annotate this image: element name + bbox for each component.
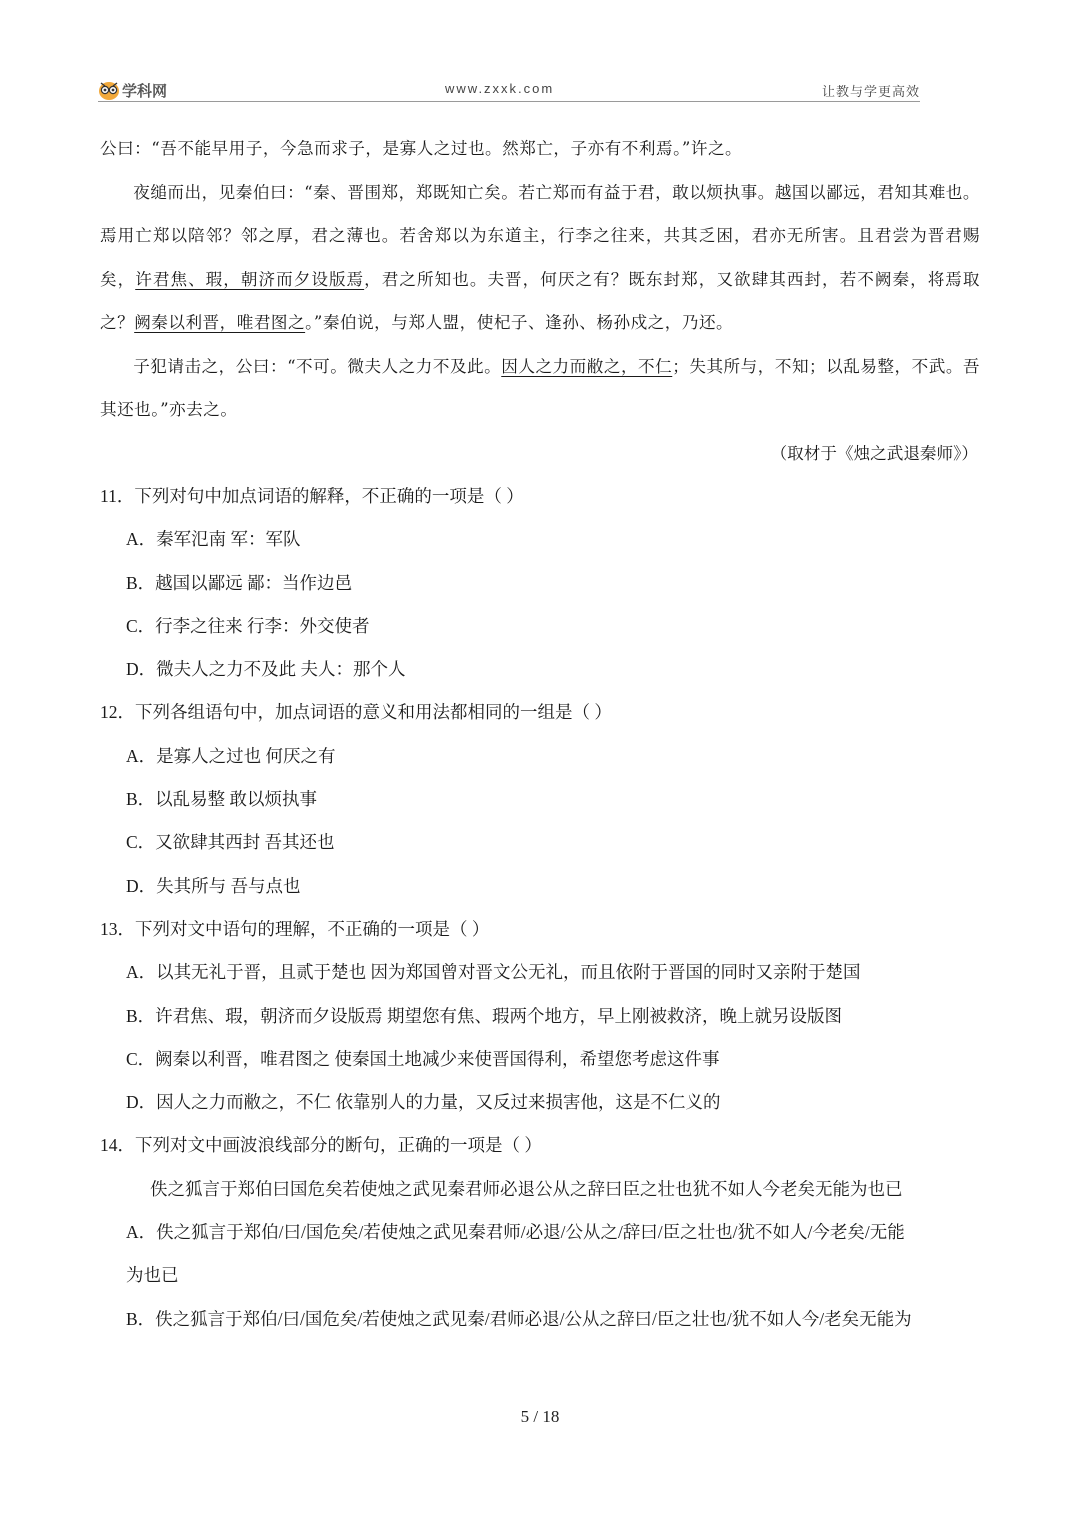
q14-option-a: A．佚之狐言于郑伯/曰/国危矣/若使烛之武见秦君师/必退/公从之/辞曰/臣之壮也/犹不如人/今老矣/无能 bbox=[126, 1222, 905, 1243]
passage-text: ；失其所与，不知；以乱易整，不武。吾其还也。”亦去之。 bbox=[100, 356, 981, 419]
q12-option-c: C．又欲肆其西封 吾其还也 bbox=[126, 832, 335, 853]
question-11-stem: 11．下列对句中加点词语的解释，不正确的一项是（ ） bbox=[100, 486, 524, 506]
question-12-stem: 12．下列各组语句中，加点词语的意义和用法都相同的一组是（ ） bbox=[100, 702, 612, 723]
q14-option-b: B．佚之狐言于郑伯/曰/国危矣/若使烛之武见秦/君师必退/公从之辞曰/臣之壮也/犹不如人今/老矣无能为 bbox=[126, 1308, 912, 1329]
slogan: 让教与学更高效 bbox=[821, 85, 920, 100]
q13-option-d: D．因人之力而敝之，不仁 依靠别人的力量，又反过来损害他，这是不仁义的 bbox=[126, 1092, 721, 1113]
page-number: 5 / 18 bbox=[520, 1407, 560, 1426]
q14-unpunctuated-text: 佚之狐言于郑伯曰国危矣若使烛之武见秦君师必退公从之辞曰臣之壮也犹不如人今老矣无能为也已 bbox=[150, 1178, 903, 1199]
owl-logo-icon bbox=[98, 79, 120, 101]
q13-option-a: A．以其无礼于晋，且贰于楚也 因为郑国曾对晋文公无礼，而且依附于晋国的同时又亲附于楚国 bbox=[126, 962, 861, 983]
passage-paragraph-2 bbox=[100, 171, 980, 345]
q12-option-d: D．失其所与 吾与点也 bbox=[126, 875, 301, 896]
header-divider bbox=[98, 101, 920, 102]
logo-text: 学科网 bbox=[122, 81, 168, 100]
question-14-stem: 14．下列对文中画波浪线部分的断句，正确的一项是（ ） bbox=[100, 1135, 542, 1156]
logo[interactable] bbox=[98, 78, 167, 102]
question-13-stem: 13．下列对文中语句的理解，不正确的一项是（ ） bbox=[100, 918, 490, 939]
q11-option-d: D．微夫人之力不及此 夫人：那个人 bbox=[126, 659, 406, 680]
q11-option-b: B．越国以鄙远 鄙：当作边邑 bbox=[126, 572, 353, 593]
page-header bbox=[98, 78, 920, 102]
q13-option-c: C．阙秦以利晋，唯君图之 使秦国土地减少来使晋国得利，希望您考虑这件事 bbox=[126, 1048, 720, 1069]
site-url[interactable]: www.zxxk.com bbox=[445, 81, 555, 96]
q12-option-a: A．是寡人之过也 何厌之有 bbox=[126, 745, 336, 766]
q14-option-a-continued: 为也已 bbox=[126, 1265, 179, 1286]
passage-text: ，君之所知也。夫晋，何厌之有？既东封郑，又欲肆其西封，若不阙秦，将焉取之？ bbox=[100, 269, 981, 332]
q13-option-b: B．许君焦、瑕，朝济而夕设版焉 期望您有焦、瑕两个地方，早上刚被救济，晚上就另设版图 bbox=[126, 1005, 843, 1026]
passage-source: （取材于《烛之武退秦师》） bbox=[770, 443, 978, 463]
document-body bbox=[100, 127, 980, 1341]
passage-text: 。”秦伯说，与郑人盟，使杞子、逢孙、杨孙戍之，乃还。 bbox=[305, 313, 734, 332]
q12-option-b: B．以乱易整 敢以烦执事 bbox=[126, 789, 318, 810]
passage-paragraph-3 bbox=[100, 345, 980, 432]
passage-text: 子犯请击之，公曰：“不可。微夫人之力不及此。 bbox=[133, 356, 502, 376]
underlined-sentence: 许君焦、瑕，朝济而夕设版焉 bbox=[135, 269, 365, 289]
q11-option-a: A．秦军氾南 军：军队 bbox=[126, 529, 301, 550]
underlined-sentence: 阙秦以利晋，唯君图之 bbox=[134, 313, 306, 332]
passage-paragraph-1: 公曰：“吾不能早用子，今急而求子，是寡人之过也。然郑亡，子亦有不利焉。”许之。 bbox=[100, 139, 743, 158]
passage-text: 夜缒而出，见秦伯曰：“秦、晋围郑，郑既知亡矣。若亡郑而有益于君，敢以烦执事。越国以鄙远，君知其难也。焉用亡郑以陪邻？邻之厚，君之薄也。若舍郑以为东道主，行李之往来，共其乏困，君亦无所害。且君尝为晋君赐矣， bbox=[100, 182, 980, 289]
underlined-sentence: 因人之力而敝之，不仁 bbox=[501, 356, 673, 376]
q11-option-c: C．行李之往来 行李：外交使者 bbox=[126, 615, 370, 636]
